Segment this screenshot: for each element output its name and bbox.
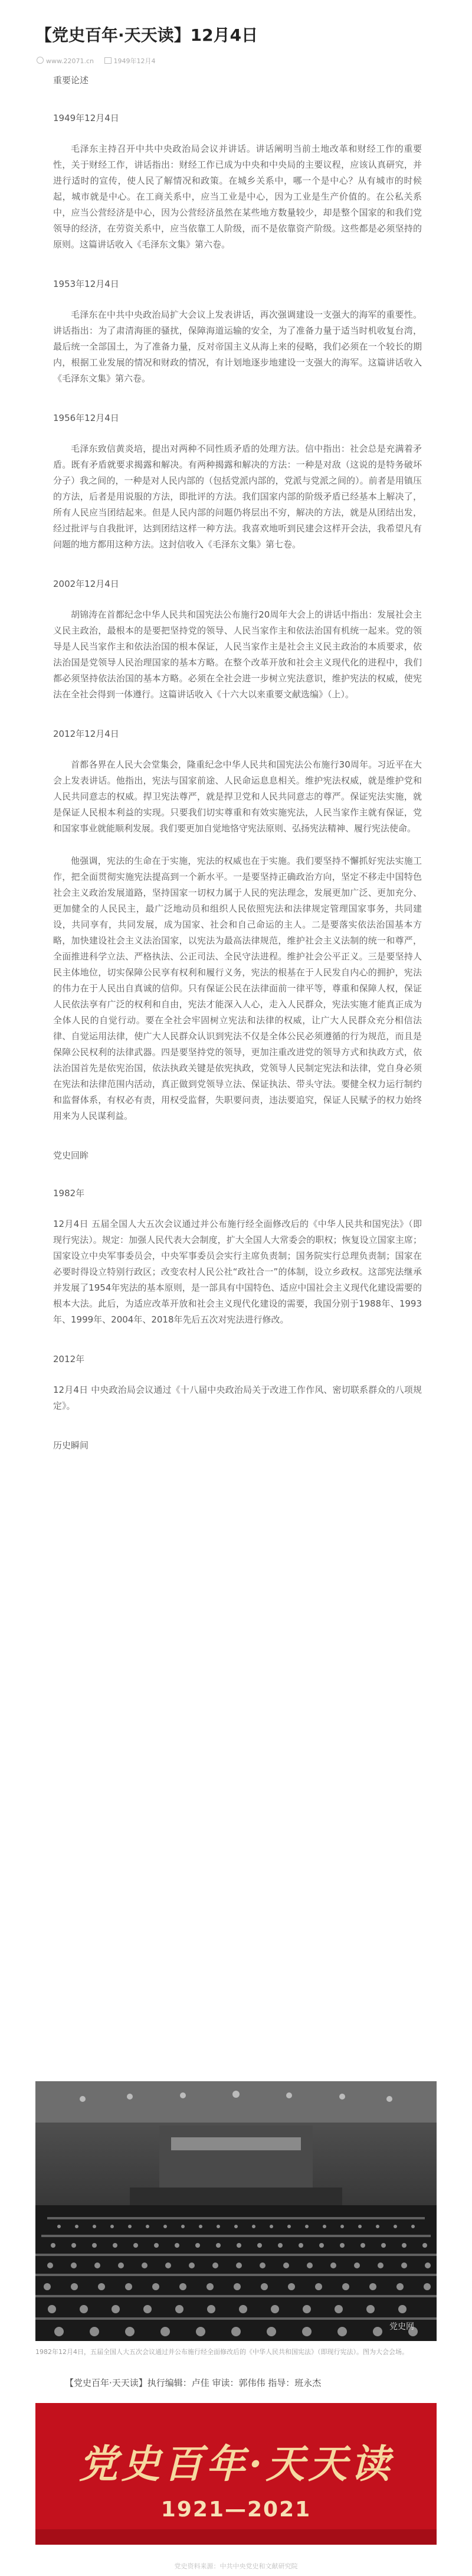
paragraph: 胡锦涛在首都纪念中华人民共和国宪法公布施行20周年大会上的讲话中指出：发展社会主义民主政治，最根本的是要把坚持党的领导、人民当家作主和依法治国有机统一起来。党的领导是人民当家作主和依法治国的根本保证，人民当家作主是社会主义民主政治的本质要求，依法治国是党领导人民治理国家的基本方略。在整个改革开放和社会主义现代化的进程中，我们都必须坚持依法治国的基本方略。必须在全社会进一步树立宪法意识，维护宪法的权威，使宪法在全社会得到一体遵行。这篇讲话收入《十六大以来重要文献选编》（上）。 [53, 609, 422, 700]
series-banner [35, 2403, 437, 2545]
section-heading: 党史回眸 [53, 1150, 89, 1161]
article-header [0, 0, 472, 65]
source-note: 党史资料来源：中共中央党史和文献研究院 [174, 2562, 298, 2570]
calendar-icon [104, 57, 112, 64]
date-label: 1953年12月4日 [53, 279, 119, 289]
date-label: 2012年 [53, 1354, 85, 1364]
article-title: 【党史百年·天天读】12月4日 [35, 25, 258, 45]
article-body [53, 74, 422, 1452]
paragraph: 毛泽东主持召开中共中央政治局会议并讲话。讲话阐明当前土地改革和财经工作的重要性，关于财经工作，讲话指出：财经工作已成为中央和中央局的主要议程，应该认真研究，并进行适时的宣传，使人民了解情况和政策。在城乡关系中，哪一个是中心？从有城市的时候起，城市就是中心。在工商关系中，应当工业是中心，因为工业是生产价值的。在公私关系中，应当公营经济是中心，因为公营经济虽然在某些地方数量较少，却是整个国家的和我们党领导的经济，在劳资关系中，应当依靠工人阶级，而不是依靠资产阶级。这些都是必须坚持的原则。这篇讲话收入《毛泽东文集》第六卷。 [53, 143, 422, 250]
banner-title: 党史百年·天天读 [78, 2441, 394, 2487]
paragraph: 12月4日 五届全国人大五次会议通过并公布施行经全面修改后的《中华人民共和国宪法》（即现行宪法）。规定：加强人民代表大会制度，扩大全国人大常委会的职权；恢复设立国家主席；国家设立中央军事委员会，中央军事委员会实行主席负责制；国务院实行总理负责制；国家在必要时得设立特别行政区；改变农村人民公社“政社合一”的体制，设立乡政权。这部宪法继承并发展了1954年宪法的基本原则，是一部具有中国特色、适应中国社会主义现代化建设需要的根本大法。此后，为适应改革开放和社会主义现代化建设的需要，我国分别于1988年、1993年、1999年、2004年、2018年先后五次对宪法进行修改。 [53, 1219, 422, 1325]
article-source[interactable]: www.22071.cn [46, 57, 94, 65]
paragraph: 首都各界在人民大会堂集会，隆重纪念中华人民共和国宪法公布施行30周年。习近平在大会上发表讲话。他指出，宪法与国家前途、人民命运息息相关。维护宪法权威，就是维护党和人民共同意志的权威。捍卫宪法尊严，就是捍卫党和人民共同意志的尊严。保证宪法实施，就是保证人民根本利益的实现。只要我们切实尊重和有效实施宪法，人民当家作主就有保证，党和国家事业就能顺利发展。我们要更加自觉地恪守宪法原则、弘扬宪法精神、履行宪法使命。 [53, 759, 422, 834]
editor-credits: 【党史百年·天天读】执行编辑：卢佳 审读：郭伟伟 指导：班永杰 [65, 2378, 322, 2388]
date-label: 1949年12月4日 [53, 113, 119, 123]
paragraph: 他强调，宪法的生命在于实施，宪法的权威也在于实施。我们要坚持不懈抓好宪法实施工作，把全面贯彻实施宪法提高到一个新水平。一是要坚持正确政治方向，坚定不移走中国特色社会主义政治发展道路，坚持国家一切权力属于人民的宪法理念，发展更加广泛、更加充分、更加健全的人民民主，最广泛地动员和组织人民依照宪法和法律规定管理国家事务，共同建设，共同享有，共同发展，成为国家、社会和自己命运的主人。二是要落实依法治国基本方略，加快建设社会主义法治国家，以宪法为最高法律规范，维护社会主义法制的统一和尊严，全面推进科学立法、严格执法、公正司法、全民守法进程。维护社会公平正义。三是要坚持人民主体地位，切实保障公民享有权利和履行义务，宪法的根基在于人民发自内心的拥护，宪法的伟力在于人民出自真诚的信仰。只有保证公民在法律面前一律平等，尊重和保障人权，保证人民依法享有广泛的权利和自由，宪法才能深入人心，走入人民群众，宪法实施才能真正成为全体人民的自觉行动。要在全社会牢固树立宪法和法律的权威，让广大人民群众充分相信法律、自觉运用法律，使广大人民群众认识到宪法不仅是全体公民必须遵循的行为规范，而且是保障公民权利的法律武器。四是要坚持党的领导，更加注重改进党的领导方式和执政方式，依法治国首先是依宪治国，依法执政关键是依宪执政，党领导人民制定宪法和法律，党自身必须在宪法和法律范围内活动，真正做到党领导立法、保证执法、带头守法。要健全权力运行制约和监督体系，有权必有责，用权受监督，失职要问责，违法要追究，保证人民赋予的权力始终用来为人民谋利益。 [53, 856, 422, 1121]
photo-watermark: 党史网 [389, 2322, 414, 2332]
assembly-hall-photo [35, 2081, 437, 2341]
paragraph: 毛泽东在中共中央政治局扩大会议上发表讲话，再次强调建设一支强大的海军的重要性。讲话指出：为了肃清海匪的骚扰，保障海道运输的安全，为了准备力量于适当时机收复台湾，最后统一全部国土，为了准备力量，反对帝国主义从海上来的侵略，我们必须在一个较长的期内，根据工业发展的情况和财政的情况，有计划地逐步地建设一支强大的海军。这篇讲话收入《毛泽东文集》第六卷。 [53, 309, 422, 384]
historical-photo [35, 2081, 437, 2341]
paragraph: 12月4日 中央政治局会议通过《十八届中央政治局关于改进工作作风、密切联系群众的八项规定》。 [53, 1385, 422, 1411]
date-label: 1982年 [53, 1188, 85, 1199]
globe-icon [37, 57, 44, 64]
article-date: 1949年12月4 [113, 57, 156, 65]
banner-years: 1921—2021 [160, 2497, 312, 2522]
photo-caption: 1982年12月4日，五届全国人大五次会议通过并公布施行经全面修改后的《中华人民共和国宪法》（即现行宪法）。图为大会会场。 [35, 2348, 408, 2356]
date-label: 1956年12月4日 [53, 413, 119, 423]
section-heading: 重要论述 [53, 75, 89, 86]
date-label: 2012年12月4日 [53, 729, 119, 739]
section-heading: 历史瞬间 [53, 1440, 89, 1451]
paragraph: 毛泽东致信黄炎培，提出对两种不同性质矛盾的处理方法。信中指出：社会总是充满着矛盾。既有矛盾就要求揭露和解决。有两种揭露和解决的方法：一种是对敌（这说的是特务破坏分子）我之间的，一种是对人民内部的（包括党派内部的，党派与党派之间的）。前者是用镇压的方法，后者是用说服的方法，即批评的方法。我们国家内部的阶级矛盾已经基本上解决了，所有人民应当团结起来。但是人民内部的问题仍将层出不穷，解决的方法，就是从团结出发，经过批评与自我批评，达到团结这样一种方法。我喜欢地听到民建会这样开会法，我希望凡有问题的地方都用这种方法。这封信收入《毛泽东文集》第七卷。 [53, 443, 422, 550]
date-label: 2002年12月4日 [53, 579, 119, 589]
article-meta [37, 57, 156, 66]
banner-stripe [35, 2529, 437, 2545]
